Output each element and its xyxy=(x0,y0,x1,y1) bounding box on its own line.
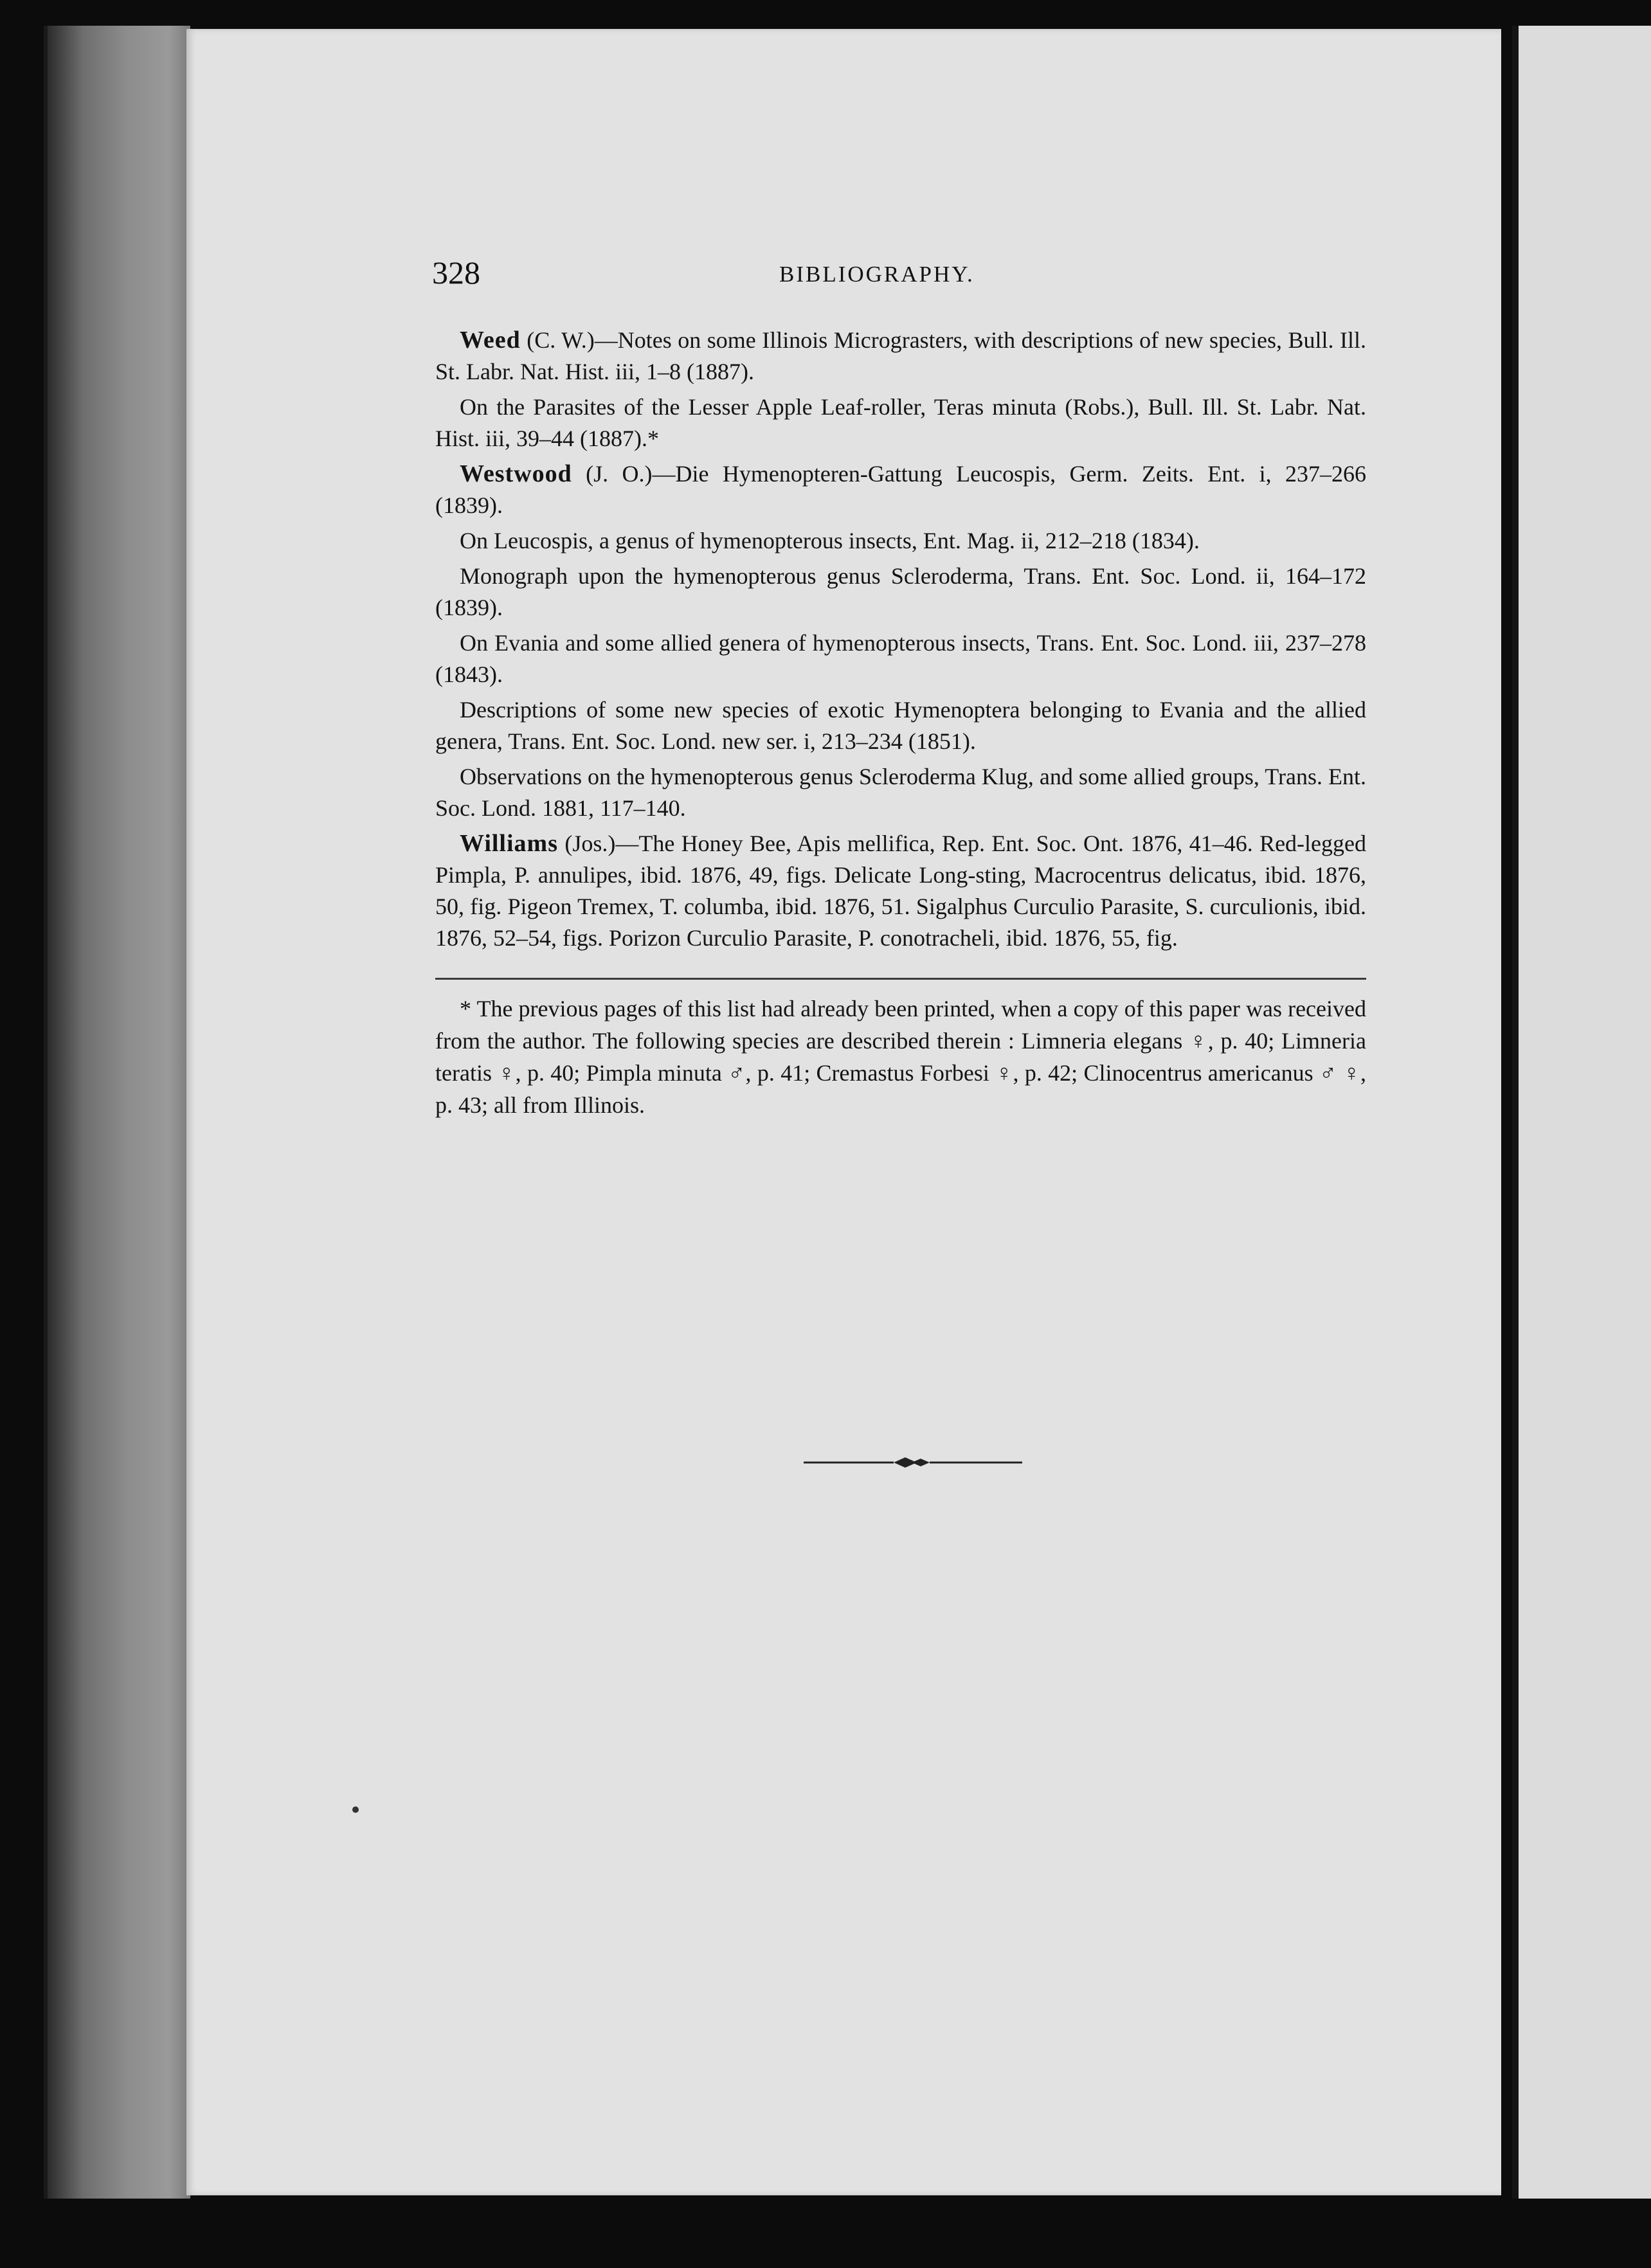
running-head: BIBLIOGRAPHY. xyxy=(779,262,975,287)
book-edge xyxy=(44,26,190,2199)
entry-author: Westwood xyxy=(460,460,572,487)
ornament-divider xyxy=(804,1453,1022,1472)
footnote-rule xyxy=(435,978,1366,980)
bibliography-content xyxy=(435,325,1366,958)
entry-subitem: On the Parasites of the Lesser Apple Leaf-roller, Teras minuta (Robs.), Bull. Ill. St. Labr. Nat. Hist. iii, 39–44 (1887).* xyxy=(435,394,1366,451)
entry-text: The Honey Bee, Apis mellifica, Rep. Ent. Soc. Ont. 1876, 41–46. Red-legged Pimpla, P. annulipes, ibid. 1876, 49, figs. Delicate Long-sting, Macrocentrus delicatus, ibid. 1876, 50, fig. Pigeon Tremex, T. columba, ibid. 1876, 51. Sigalphus Curculio Parasite, S. curculionis, ibid. 1876, 52–54, figs. Porizon Curculio Parasite, P. conotracheli, ibid. 1876, 55, fig. xyxy=(435,831,1367,951)
entry-author: Weed xyxy=(460,327,521,354)
entry-text: Notes on some Illinois Micrograsters, with descriptions of new species, Bull. Ill. St. Labr. Nat. Hist. iii, 1–8 (1887). xyxy=(435,327,1366,384)
entry-subitem: Descriptions of some new species of exotic Hymenoptera belonging to Evania and the allied genera, Trans. Ent. Soc. Lond. new ser. i, 213–234 (1851). xyxy=(435,697,1366,754)
entry-subitem: Monograph upon the hymenopterous genus Scleroderma, Trans. Ent. Soc. Lond. ii, 164–172 (1839). xyxy=(435,563,1366,620)
entry-initials: (C. W.)— xyxy=(520,327,618,353)
print-speck xyxy=(352,1806,359,1813)
entry-text: Die Hymenopteren-Gattung Leucospis, Germ. Zeits. Ent. i, 237–266 (1839). xyxy=(435,461,1366,518)
footnote xyxy=(435,993,1366,1121)
entry-author: Williams xyxy=(460,830,558,857)
entry-subitem: Observations on the hymenopterous genus Scleroderma Klug, and some allied groups, Trans. Ent. Soc. Lond. 1881, 117–140. xyxy=(435,764,1366,821)
footnote-text: * The previous pages of this list had already been printed, when a copy of this paper was received from the author. The following species are described therein : Limneria elegans ♀, p. 40; Limneria teratis ♀, p. 40; Pimpla minuta ♂, p. 41; Cremastus Forbesi ♀, p. 42; Clinocentrus americanus ♂ ♀, p. 43; all from Illinois. xyxy=(435,996,1366,1118)
bibliography-entry xyxy=(435,325,1366,388)
page-header xyxy=(432,254,1364,292)
ornament-diamond xyxy=(912,1459,930,1466)
bibliography-entry xyxy=(435,828,1366,954)
entry-subitem: On Leucospis, a genus of hymenopterous insects, Ent. Mag. ii, 212–218 (1834). xyxy=(460,528,1200,554)
entry-subitem: On Evania and some allied genera of hymenopterous insects, Trans. Ent. Soc. Lond. iii, 237–278 (1843). xyxy=(435,630,1366,687)
facing-page-edge xyxy=(1512,26,1651,2199)
bibliography-entry xyxy=(435,458,1366,521)
page-number: 328 xyxy=(432,255,480,291)
entry-initials: (J. O.)— xyxy=(572,461,676,487)
entry-initials: (Jos.)— xyxy=(558,831,639,856)
